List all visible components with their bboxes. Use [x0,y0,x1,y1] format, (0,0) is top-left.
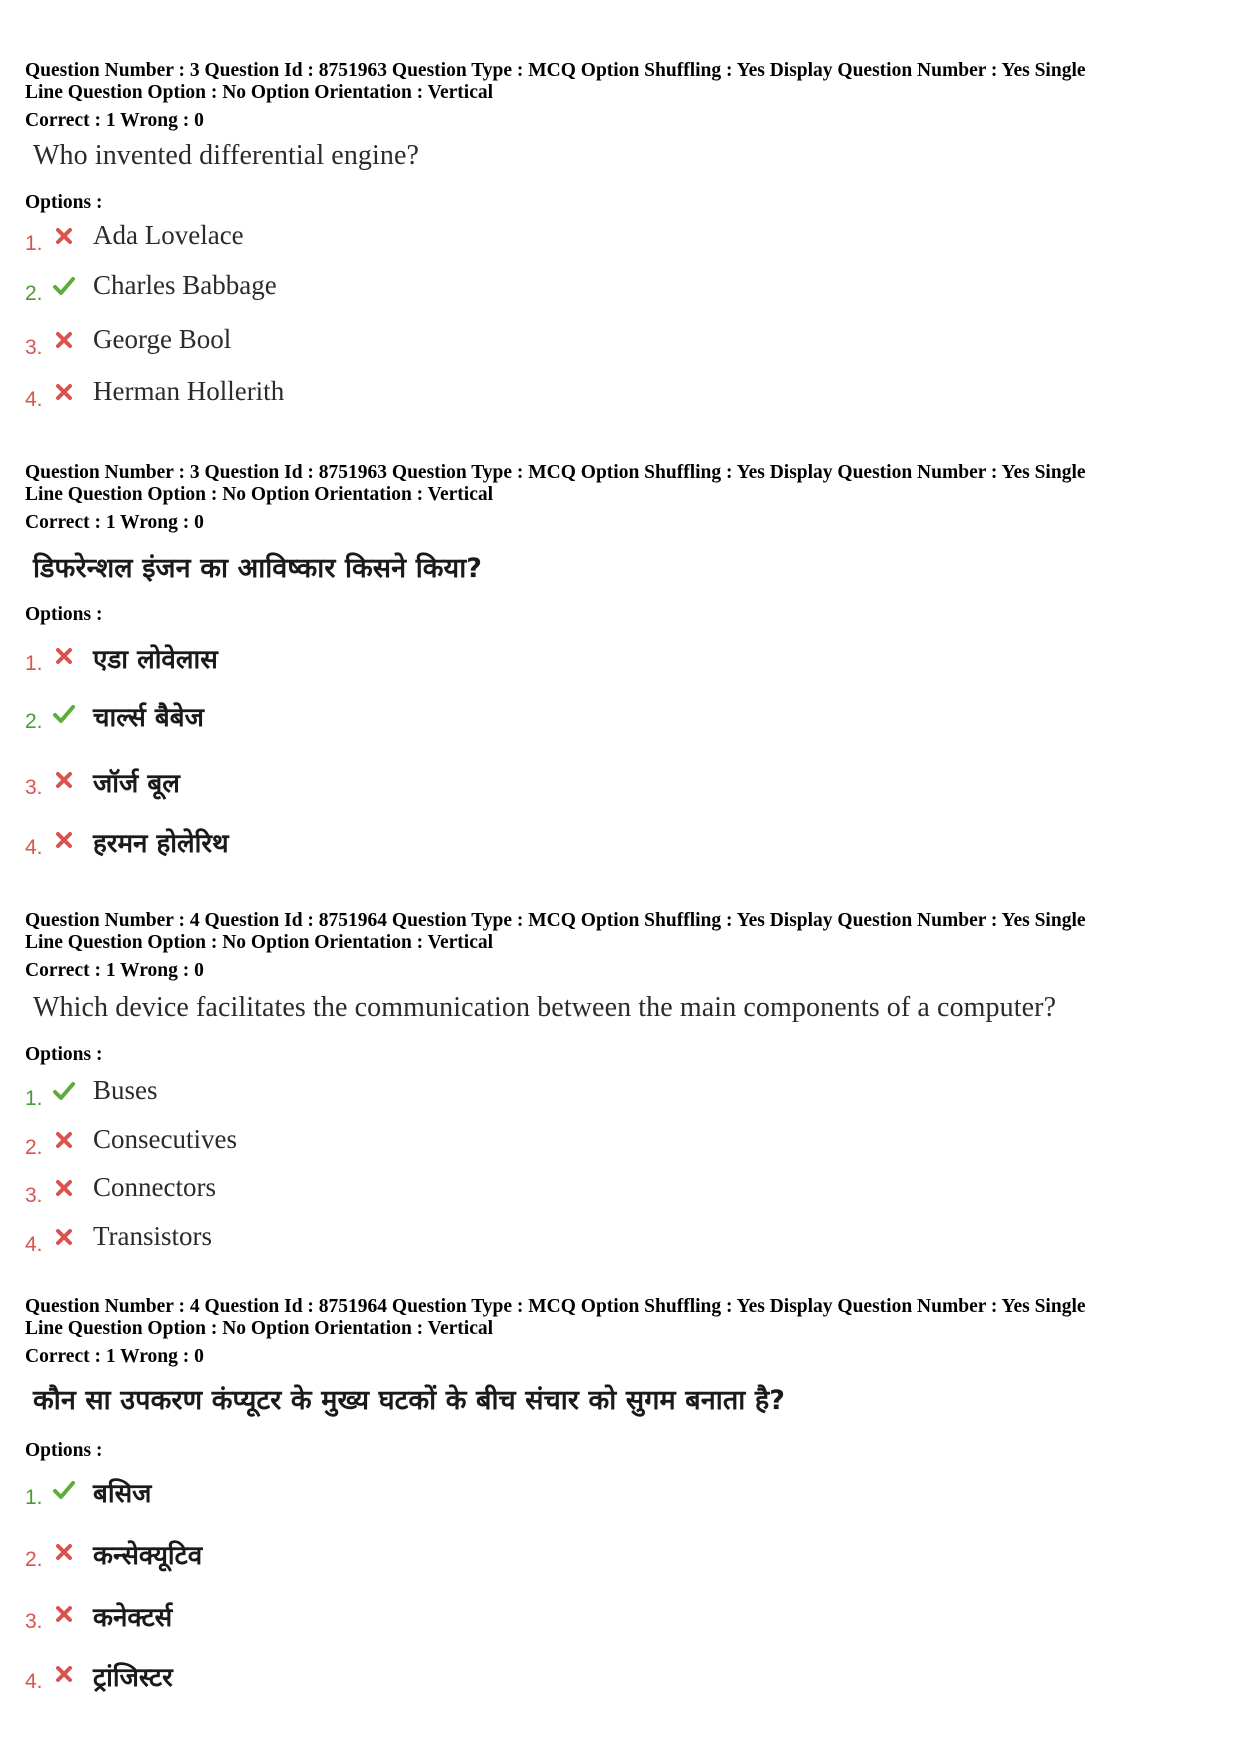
option-item [25,1658,925,1698]
options-label: Options : [25,192,103,213]
option-text: George Bool [93,324,232,354]
question-text: Who invented differential engine? [33,140,420,171]
cross-icon [52,1176,76,1200]
option-item [25,376,925,416]
question-block [25,910,1205,982]
option-number: 3. [25,1610,43,1633]
option-number: 2. [25,1136,43,1159]
option-number: 4. [25,1670,43,1693]
option-text: हरमन होलेरिथ [93,829,229,859]
options-label: Options : [25,604,103,625]
option-item [25,1598,925,1638]
marking-scheme: Correct : 1 Wrong : 0 [25,960,204,981]
option-number: 1. [25,652,43,675]
marking-scheme: Correct : 1 Wrong : 0 [25,110,204,131]
question-text-row [25,140,1205,172]
option-number: 3. [25,336,43,359]
options-label: Options : [25,1440,103,1461]
option-text: कन्सेक्यूटिव [93,1541,203,1571]
marking-scheme: Correct : 1 Wrong : 0 [25,512,204,533]
option-text: चार्ल्स बैबेज [93,703,204,733]
question-meta-line-2: Line Question Option : No Option Orientation : Vertical [25,82,494,103]
option-number: 2. [25,1548,43,1571]
option-number: 4. [25,1233,43,1256]
option-number: 2. [25,710,43,733]
cross-icon [52,1225,76,1249]
option-item [25,220,925,260]
option-number: 3. [25,1184,43,1207]
option-list [25,1474,1205,1714]
check-icon [52,1478,76,1502]
option-number: 3. [25,776,43,799]
option-item [25,270,925,310]
option-text: बसिज [93,1479,152,1509]
option-text: Charles Babbage [93,270,277,300]
marking-scheme: Correct : 1 Wrong : 0 [25,1346,204,1367]
option-text: कनेक्टर्स [93,1603,173,1633]
option-list [25,220,1205,420]
cross-icon [52,828,76,852]
option-text: एडा लोवेलास [93,645,218,675]
option-item [25,324,925,364]
question-meta-line-1: Question Number : 4 Question Id : 8751964 Question Type : MCQ Option Shuffling : Yes Display Question Number : Yes Single [25,1296,1086,1317]
option-number: 4. [25,836,43,859]
cross-icon [52,1662,76,1686]
option-list [25,1075,1205,1270]
question-meta-line-2: Line Question Option : No Option Orientation : Vertical [25,1318,494,1339]
cross-icon [52,380,76,404]
option-text: Buses [93,1075,158,1105]
option-number: 1. [25,232,43,255]
question-text: डिफरेन्शल इंजन का आविष्कार किसने किया? [33,553,483,584]
cross-icon [52,644,76,668]
cross-icon [52,1540,76,1564]
option-item [25,764,925,804]
option-list [25,640,1205,870]
check-icon [52,1079,76,1103]
option-text: Transistors [93,1221,213,1251]
question-block [25,1296,1205,1368]
check-icon [52,702,76,726]
cross-icon [52,1602,76,1626]
options-label: Options : [25,1044,103,1065]
question-meta-line-1: Question Number : 3 Question Id : 8751963 Question Type : MCQ Option Shuffling : Yes Display Question Number : Yes Single [25,60,1086,81]
option-number: 1. [25,1486,43,1509]
question-text-row [25,548,1205,585]
option-number: 4. [25,388,43,411]
option-number: 1. [25,1087,43,1110]
option-number: 2. [25,282,43,305]
question-text: Which device facilitates the communication between the main components of a computer? [33,992,1057,1023]
option-item [25,1075,925,1115]
option-item [25,1172,925,1212]
question-text-row [25,1380,1205,1417]
option-item [25,1474,925,1514]
option-item [25,1536,925,1576]
cross-icon [52,768,76,792]
option-text: Herman Hollerith [93,376,285,406]
question-meta-line-2: Line Question Option : No Option Orientation : Vertical [25,484,494,505]
option-text: ट्रांजिस्टर [93,1663,173,1693]
question-block [25,462,1205,534]
option-text: जॉर्ज बूल [93,769,180,799]
option-text: Ada Lovelace [93,220,244,250]
option-item [25,640,925,680]
option-text: Connectors [93,1172,216,1202]
question-meta-line-1: Question Number : 3 Question Id : 8751963 Question Type : MCQ Option Shuffling : Yes Display Question Number : Yes Single [25,462,1086,483]
question-meta-line-2: Line Question Option : No Option Orientation : Vertical [25,932,494,953]
cross-icon [52,1128,76,1152]
check-icon [52,274,76,298]
option-item [25,1221,925,1261]
question-text-row [25,992,1205,1024]
option-item [25,824,925,864]
cross-icon [52,328,76,352]
question-text: कौन सा उपकरण कंप्यूटर के मुख्य घटकों के बीच संचार को सुगम बनाता है? [33,1385,786,1416]
cross-icon [52,224,76,248]
question-meta-line-1: Question Number : 4 Question Id : 8751964 Question Type : MCQ Option Shuffling : Yes Display Question Number : Yes Single [25,910,1086,931]
option-text: Consecutives [93,1124,237,1154]
question-block [25,60,1205,132]
option-item [25,1124,925,1164]
option-item [25,698,925,738]
